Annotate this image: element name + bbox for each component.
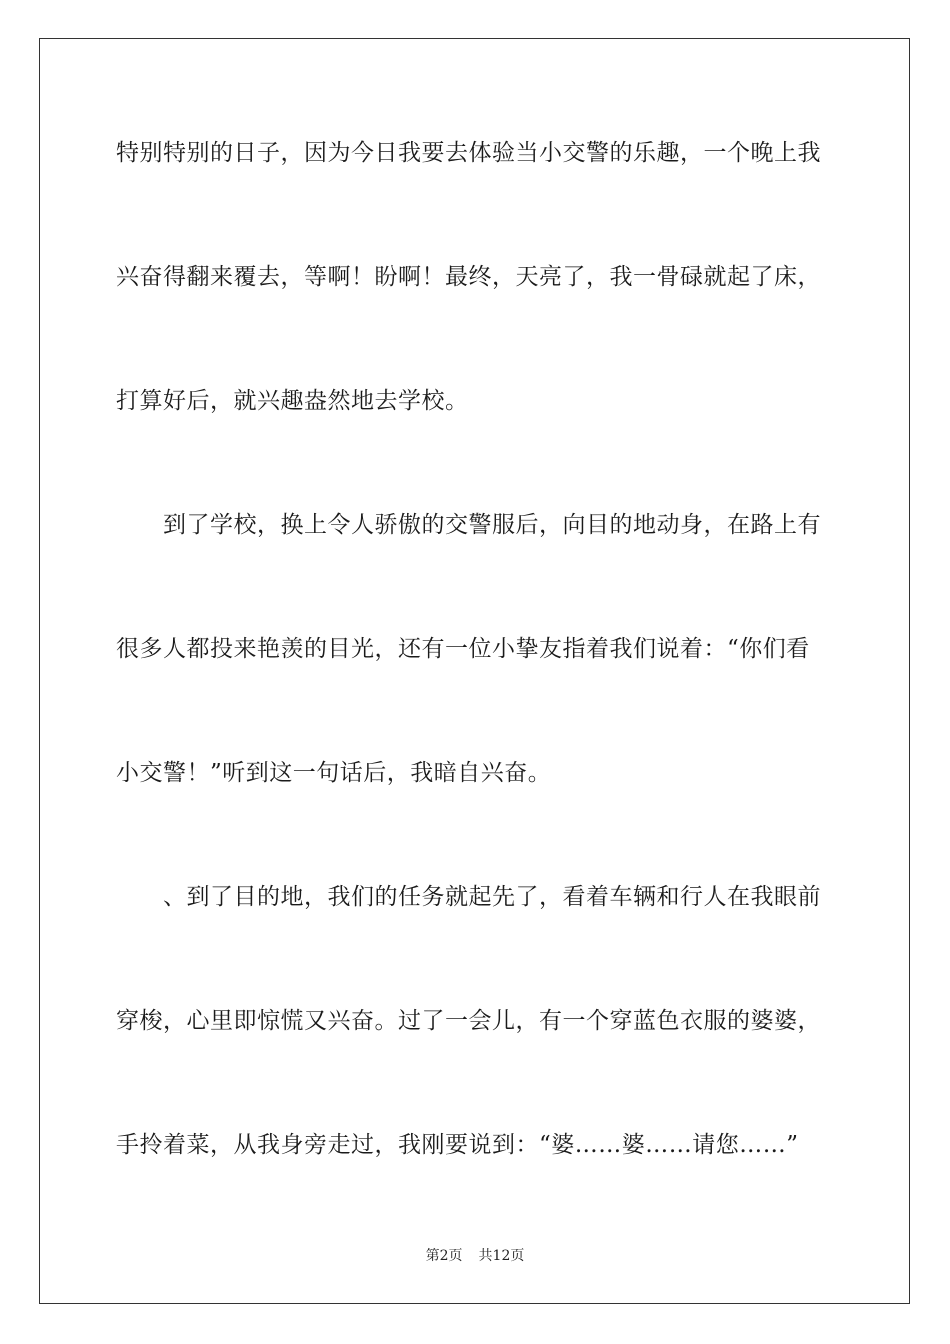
paragraph-line: 很多人都投来艳羡的目光，还有一位小挚友指着我们说着：“你们看 [116,636,810,662]
page-number: 第2页 [425,1248,463,1264]
paragraph-line: 打算好后，就兴趣盎然地去学校。 [116,388,469,414]
paragraph-line: 、到了目的地，我们的任务就起先了，看着车辆和行人在我眼前 [116,884,821,910]
paragraph-line: 穿梭，心里即惊慌又兴奋。过了一会儿，有一个穿蓝色衣服的婆婆， [116,1008,821,1034]
paragraph-line: 特别特别的日子，因为今日我要去体验当小交警的乐趣，一个晚上我 [116,140,821,166]
paragraph-line: 兴奋得翻来覆去，等啊！盼啊！最终，天亮了，我一骨碌就起了床， [116,264,821,290]
paragraph-line: 到了学校，换上令人骄傲的交警服后，向目的地动身，在路上有 [116,512,821,538]
paragraph-line: 手拎着菜，从我身旁走过，我刚要说到：“婆……婆……请您……” [116,1132,799,1158]
paragraph-line: 小交警！”听到这一句话后，我暗自兴奋。 [116,760,552,786]
page-border [39,38,910,1304]
page-total: 共12页 [478,1248,525,1264]
page-footer [0,1246,950,1266]
